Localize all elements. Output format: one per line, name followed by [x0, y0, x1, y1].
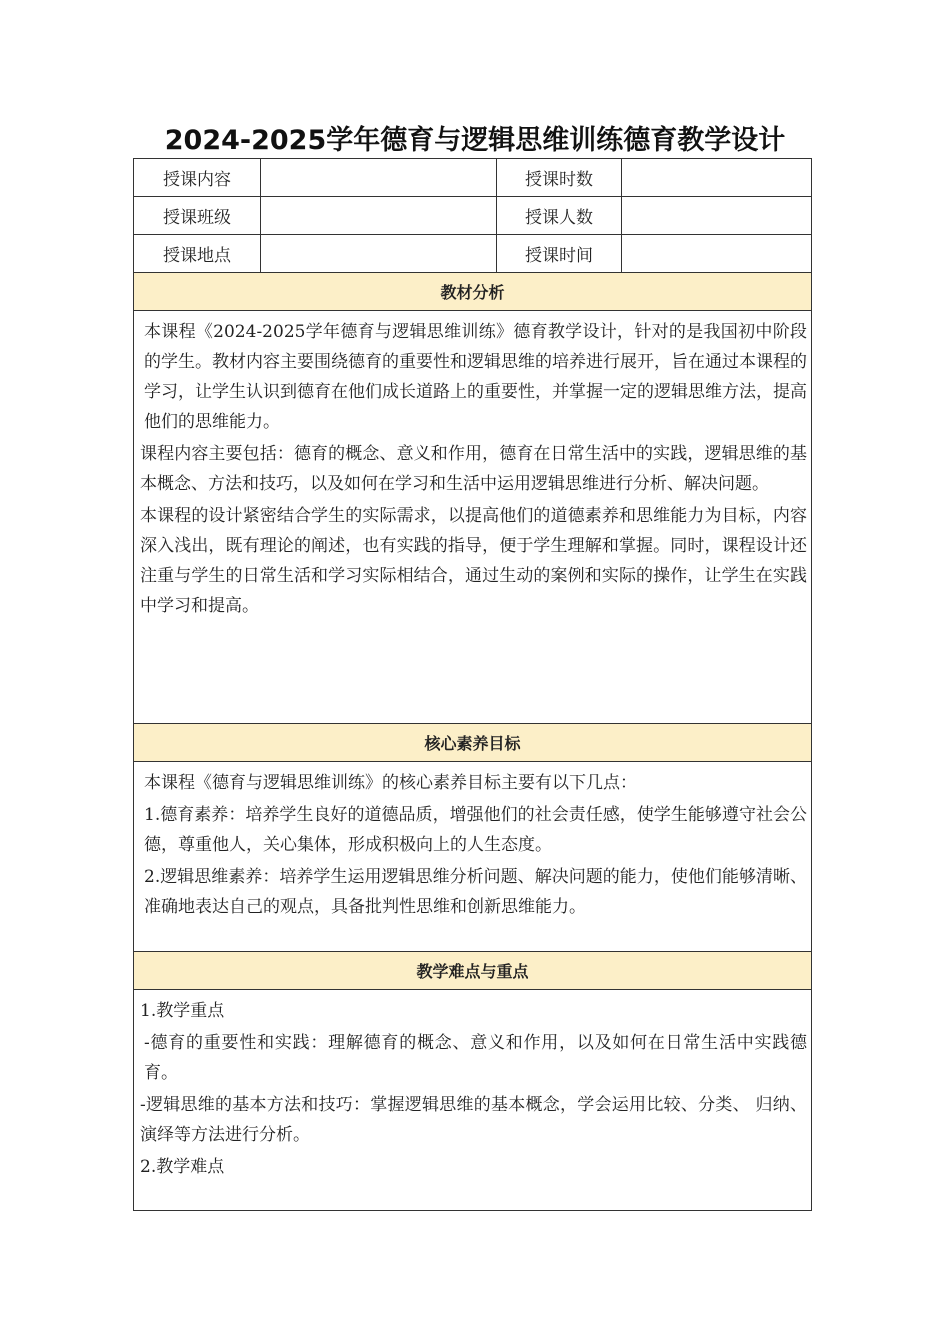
info-row-content [134, 159, 812, 197]
section-body-difficulties-key-points [134, 990, 812, 1210]
paragraph: 课程内容主要包括：德育的概念、意义和作用，德育在日常生活中的实践，逻辑思维的基本概念、方法和技巧，以及如何在学习和生活中运用逻辑思维进行分析、解决问题。 [140, 444, 807, 494]
label-lesson-class: 授课班级 [134, 197, 261, 234]
paragraph: 2.教学难点 [140, 1157, 225, 1177]
paragraph: 2.逻辑思维素养：培养学生运用逻辑思维分析问题、解决问题的能力，使他们能够清晰、准确地表达自己的观点，具备批判性思维和创新思维能力。 [144, 867, 807, 917]
lesson-plan-table [133, 158, 812, 1211]
section-body-row [134, 311, 812, 724]
value-lesson-time[interactable] [622, 235, 812, 272]
section-heading-row [134, 724, 812, 762]
label-lesson-content: 授课内容 [134, 159, 261, 196]
value-lesson-content[interactable] [261, 159, 497, 196]
label-lesson-count: 授课人数 [497, 197, 622, 234]
paragraph: 本课程《2024-2025学年德育与逻辑思维训练》德育教学设计，针对的是我国初中阶段的学生。教材内容主要围绕德育的重要性和逻辑思维的培养进行展开，旨在通过本课程的学习，让学生认识到德育在他们成长道路上的重要性，并掌握一定的逻辑思维方法，提高他们的思维能力。 [144, 322, 807, 432]
section-body-material-analysis [134, 311, 812, 723]
section-body-row [134, 762, 812, 952]
section-heading-row [134, 273, 812, 311]
paragraph: 1.教学重点 [140, 1001, 225, 1021]
info-row-class [134, 197, 812, 235]
value-lesson-hours[interactable] [622, 159, 812, 196]
value-lesson-location[interactable] [261, 235, 497, 272]
paragraph: 1.德育素养：培养学生良好的道德品质，增强他们的社会责任感，使学生能够遵守社会公德，尊重他人，关心集体，形成积极向上的人生态度。 [144, 805, 807, 855]
label-lesson-time: 授课时间 [497, 235, 622, 272]
paragraph: 本课程的设计紧密结合学生的实际需求，以提高他们的道德素养和思维能力为目标，内容深入浅出，既有理论的阐述，也有实践的指导，便于学生理解和掌握。同时，课程设计还注重与学生的日常生活和学习实际相结合，通过生动的案例和实际的操作，让学生在实践中学习和提高。 [140, 506, 807, 616]
section-heading-material-analysis: 教材分析 [134, 273, 812, 310]
paragraph: 本课程《德育与逻辑思维训练》的核心素养目标主要有以下几点： [144, 773, 637, 793]
section-body-row [134, 990, 812, 1211]
section-heading-row [134, 952, 812, 990]
section-body-core-literacy [134, 762, 812, 951]
value-lesson-class[interactable] [261, 197, 497, 234]
paragraph: -逻辑思维的基本方法和技巧：掌握逻辑思维的基本概念，学会运用比较、分类、 归纳、演绎等方法进行分析。 [140, 1095, 807, 1145]
value-lesson-count[interactable] [622, 197, 812, 234]
label-lesson-location: 授课地点 [134, 235, 261, 272]
document-title: 2024-2025学年德育与逻辑思维训练德育教学设计 [164, 125, 786, 156]
section-heading-difficulties-key-points: 教学难点与重点 [134, 952, 812, 989]
paragraph: -德育的重要性和实践：理解德育的概念、意义和作用，以及如何在日常生活中实践德育。 [144, 1033, 807, 1083]
label-lesson-hours: 授课时数 [497, 159, 622, 196]
info-row-location [134, 235, 812, 273]
section-heading-core-literacy: 核心素养目标 [134, 724, 812, 761]
